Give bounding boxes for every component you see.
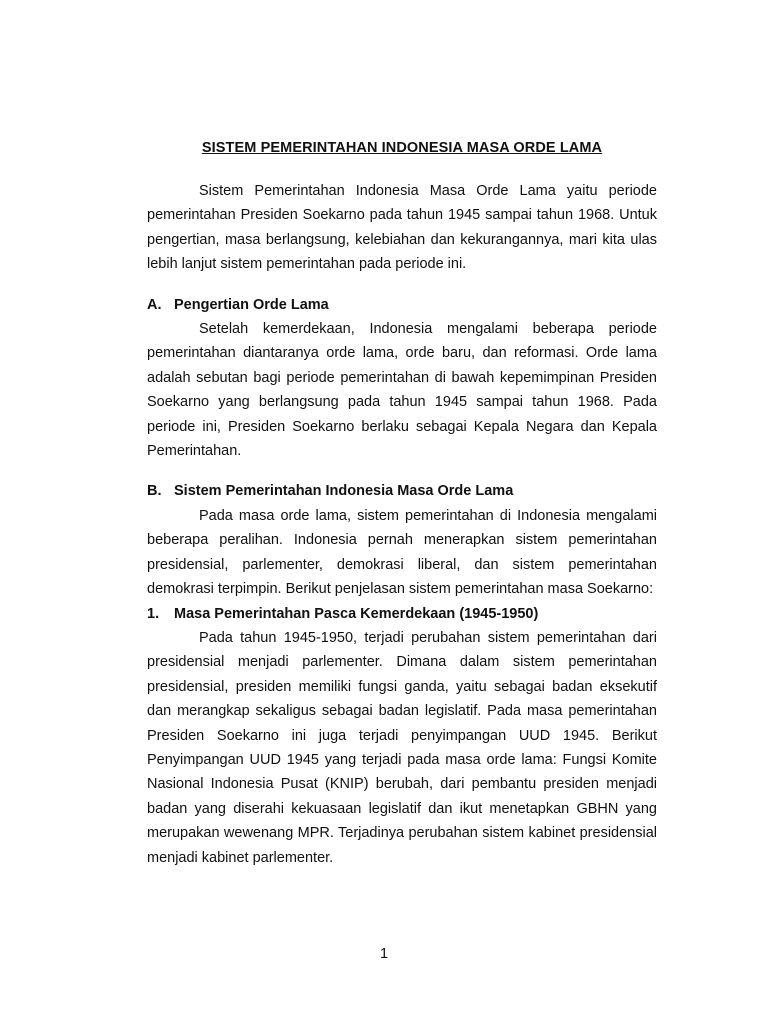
page-title: SISTEM PEMERINTAHAN INDONESIA MASA ORDE LAMA (201, 140, 603, 156)
section-b-paragraph: Pada masa orde lama, sistem pemerintahan di Indonesia mengalami beberapa peralihan. Indonesia pernah menerapkan sistem pemerintahan presidensial, parlementer, demokrasi liberal, dan sistem pemerintahan demokrasi terpimpin. Berikut penjelasan sistem pemerintahan masa Soekarno: (147, 507, 657, 598)
section-b-number: B. (147, 483, 162, 500)
page-number: 1 (379, 946, 389, 962)
section-a-title: Pengertian Orde Lama (174, 296, 329, 313)
subsection-1-paragraph: Pada tahun 1945-1950, terjadi perubahan sistem pemerintahan dari presidensial menjadi parlementer. Dimana dalam sistem pemerintahan presidensial, presiden memiliki fungsi ganda, yaitu sebagai badan eksekutif dan merangkap sekaligus sebagai badan legislatif. Pada masa pemerintahan Presiden Soekarno ini juga terjadi penyimpangan UUD 1945. Berikut Penyimpangan UUD 1945 yang terjadi pada masa orde lama: Fungsi Komite Nasional Indonesia Pusat (KNIP) berubah, dari pembantu presiden menjadi badan yang diserahi kekuasaan legislatif dan ikut menetapkan GBHN yang merupakan wewenang MPR. Terjadinya perubahan sistem kabinet presidensial menjadi kabinet parlementer. (147, 629, 657, 866)
section-b-title: Sistem Pemerintahan Indonesia Masa Orde Lama (174, 483, 514, 500)
section-a-paragraph: Setelah kemerdekaan, Indonesia mengalami beberapa periode pemerintahan diantaranya orde lama, orde baru, dan reformasi. Orde lama adalah sebutan bagi periode pemerintahan di bawah kepemimpinan Presiden Soekarno yang berlangsung pada tahun 1945 sampai tahun 1968. Pada periode ini, Presiden Soekarno berlaku sebagai Kepala Negara dan Kepala Pemerintahan. (147, 321, 657, 460)
section-a-heading (147, 293, 657, 317)
subsection-1-title: Masa Pemerintahan Pasca Kemerdekaan (1945-1950) (174, 605, 539, 622)
subsection-1-heading (147, 602, 657, 626)
section-b-heading (147, 479, 657, 503)
section-a-number: A. (147, 296, 162, 313)
intro-paragraph: Sistem Pemerintahan Indonesia Masa Orde Lama yaitu periode pemerintahan Presiden Soekarno pada tahun 1945 sampai tahun 1968. Untuk pengertian, masa berlangsung, kelebiahan dan kekurangannya, mari kita ulas lebih lanjut sistem pemerintahan pada periode ini. (147, 183, 657, 273)
page-content (147, 136, 657, 870)
subsection-1-number: 1. (147, 605, 160, 622)
